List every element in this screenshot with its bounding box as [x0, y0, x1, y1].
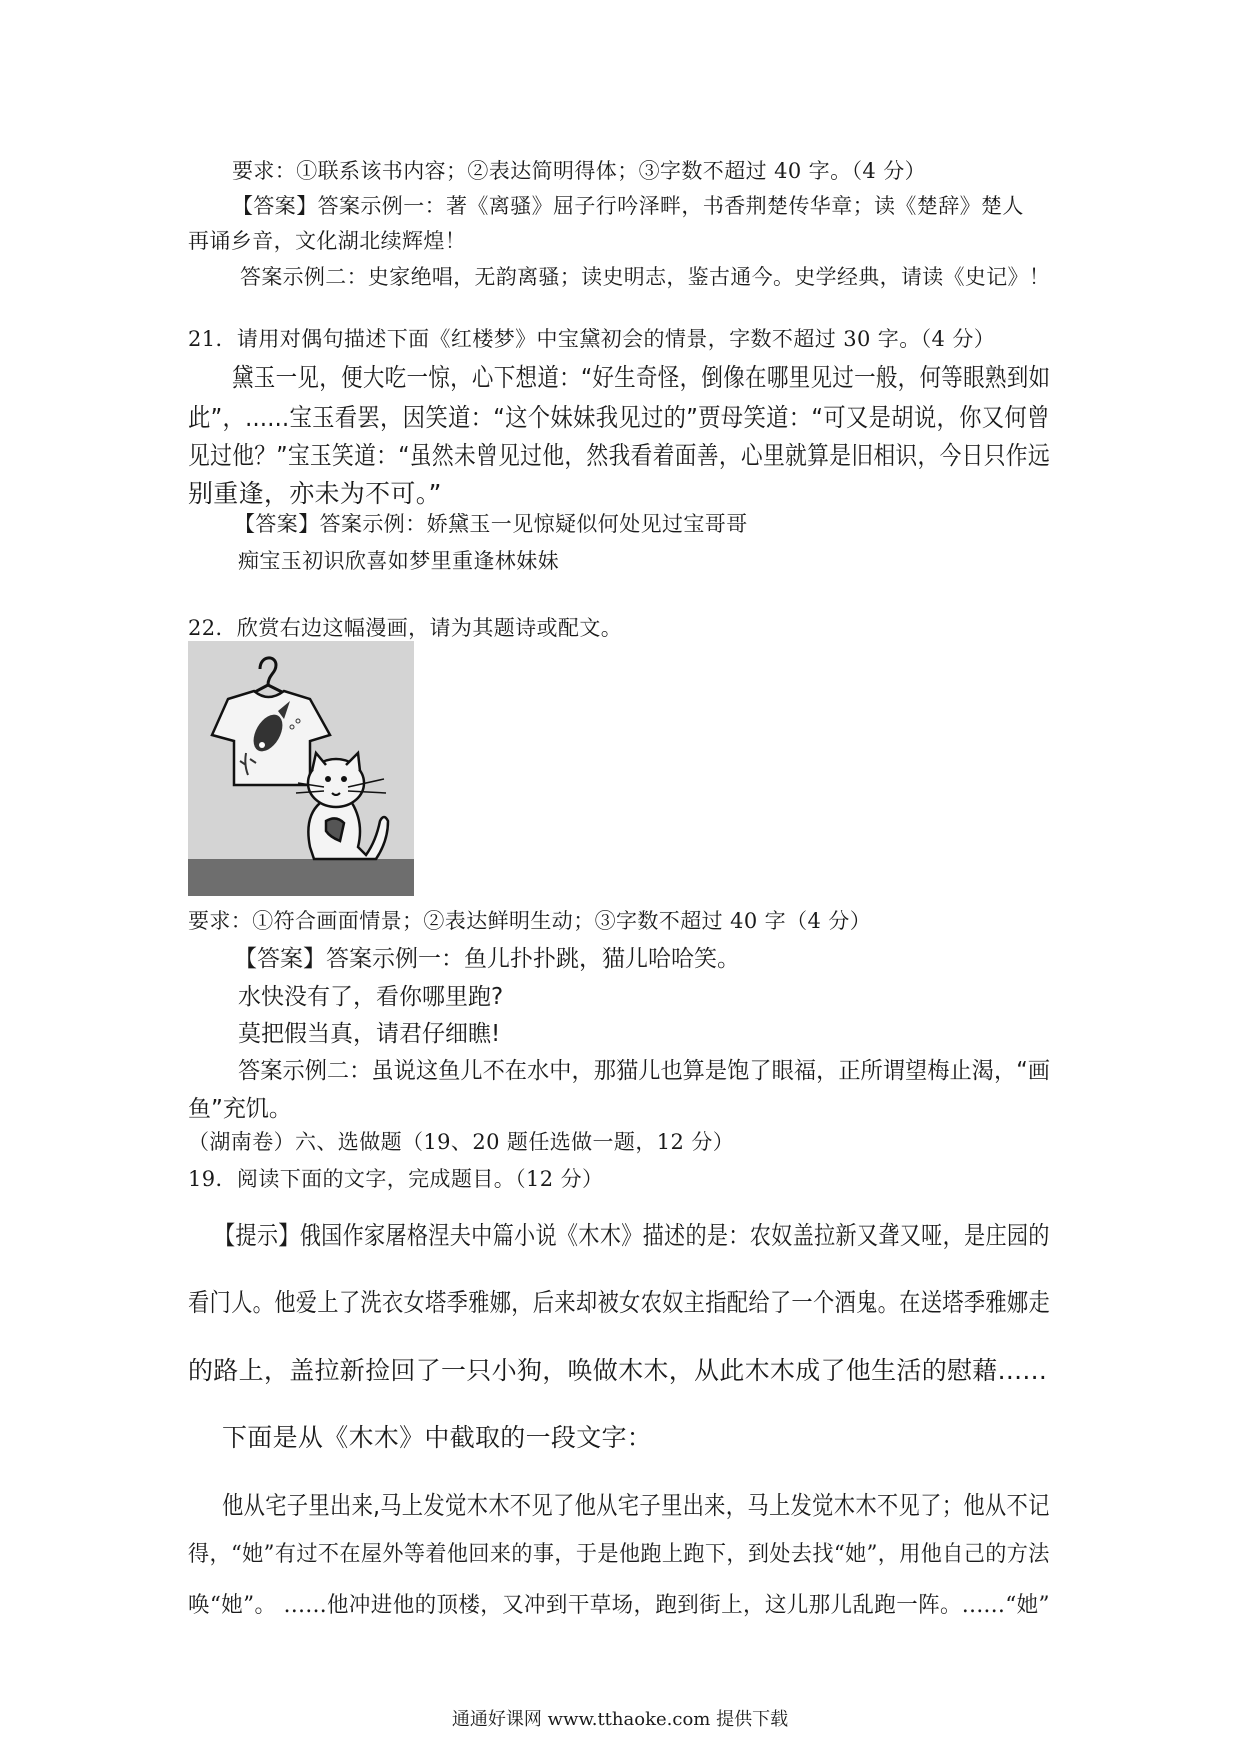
q22-answer-line: 鱼”充饥。: [188, 1096, 292, 1122]
passage-fragment: 他从宅子里出来,马上发觉木木不见了: [222, 1491, 575, 1520]
q21-text-line: 见过他？”宝玉笑道：“虽然未曾见过他，然我看着面善，心里就算是旧相识，今日只作远: [188, 441, 1050, 470]
cat-eye: [325, 776, 331, 782]
q22-answer-line: 答案示例二：虽说这鱼儿不在水中，那猫儿也算是饱了眼福，正所谓望梅止渴，“画: [238, 1058, 1050, 1084]
q22-answer-line: 莫把假当真，请君仔细瞧!: [238, 1021, 501, 1047]
q21-text-line: 别重逢，亦未为不可。”: [188, 479, 442, 508]
q21-text-line: 黛玉一见，便大吃一惊，心下想道：“好生奇怪，倒像在哪里见过一般，何等眼熟到如: [232, 363, 1051, 392]
passage-line: 唤“她”。 ......他冲进他的顶楼，又冲到干草场，跑到街上，这儿那儿乱跑一阵。......“她”: [188, 1593, 1050, 1618]
footer-credit: 通通好课网 www.tthaoke.com 提供下载: [451, 1709, 789, 1730]
hint-line: 的路上，盖拉新捡回了一只小狗，唤做木木，从此木木成了他生活的慰藉......: [188, 1356, 1048, 1385]
q21-text-line: 此”，......宝玉看罢，因笑道：“这个妹妹我见过的”贾母笑道：“可又是胡说，你又何曾: [188, 403, 1050, 432]
passage-line: [222, 1486, 1050, 1522]
q21-answer-line: 痴宝玉初识欣喜如梦里重逢林妹妹: [238, 549, 559, 573]
passage-intro: 下面是从《木木》中截取的一段文字：: [222, 1423, 653, 1452]
q22-answer-line: 【答案】答案示例一：鱼儿扑扑跳，猫儿哈哈笑。: [234, 946, 740, 972]
q20-requirement: 要求：①联系该书内容；②表达简明得体；③字数不超过 40 字。（4 分）: [232, 159, 927, 183]
q20-answer-line: 答案示例二：史家绝唱，无韵离骚；读史明志，鉴古通今。史学经典，请读《史记》！: [240, 265, 1051, 289]
q20-answer-line: 【答案】答案示例一：著《离骚》屈子行吟泽畔，书香荆楚传华章；读《楚辞》楚人: [232, 194, 1024, 218]
q22-prompt: 22．欣赏右边这幅漫画，请为其题诗或配文。: [188, 616, 623, 640]
hint-line: 【提示】俄国作家屠格涅夫中篇小说《木木》描述的是：农奴盖拉新又聋又哑，是庄园的: [214, 1221, 1050, 1250]
q19-prompt: 19．阅读下面的文字，完成题目。（12 分）: [188, 1167, 604, 1191]
q22-requirement: 要求：①符合画面情景；②表达鲜明生动；③字数不超过 40 字（4 分）: [188, 909, 872, 933]
q22-answer-line: 水快没有了，看你哪里跑?: [238, 984, 504, 1010]
q21-answer-line: 【答案】答案示例：娇黛玉一见惊疑似何处见过宝哥哥: [234, 512, 748, 536]
q21-prompt: 21．请用对偶句描述下面《红楼梦》中宝黛初会的情景，字数不超过 30 字。（4 分）: [188, 327, 996, 351]
cat-eye: [341, 776, 347, 782]
cartoon-image: [188, 641, 414, 896]
q20-answer-line: 再诵乡音，文化湖北续辉煌！: [188, 229, 467, 253]
passage-line: 得，“她”有过不在屋外等着他回来的事，于是他跑上跑下，到处去找“她”，用他自己的方法: [188, 1542, 1050, 1567]
hint-line: 看门人。他爱上了洗衣女塔季雅娜，后来却被女农奴主指配给了一个酒鬼。在送塔季雅娜走: [188, 1288, 1051, 1317]
section-heading: （湖南卷）六、选做题（19、20 题任选做一题，12 分）: [188, 1130, 735, 1154]
cartoon-floor: [188, 859, 414, 896]
passage-fragment: 他从宅子里出来，马上发觉木木不见了；他从不记: [574, 1491, 1050, 1520]
